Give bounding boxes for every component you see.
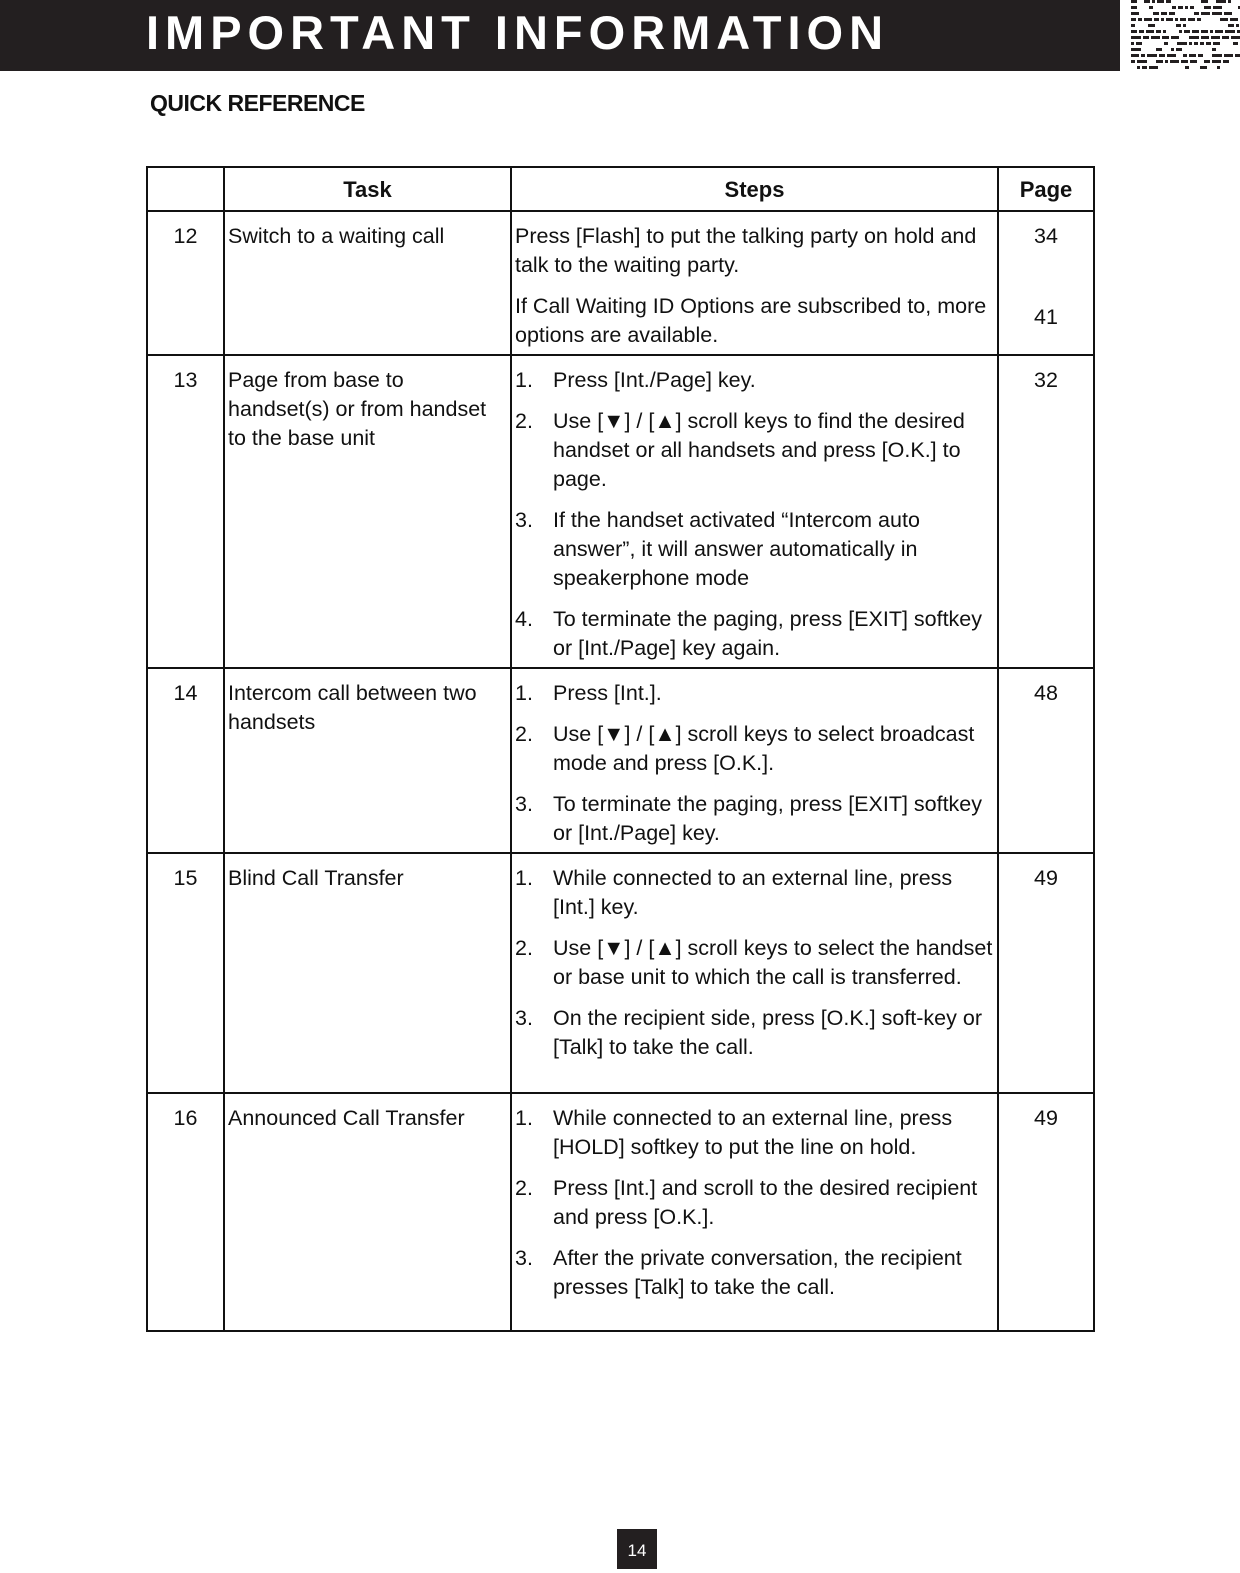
step-item: 1. While connected to an external line, press [HOLD] softkey to put the line on hold. [515, 1106, 953, 1159]
row-page: 48 [998, 668, 1094, 853]
table-row [147, 853, 1094, 1093]
header-task: Task [224, 167, 511, 211]
header-page: Page [998, 167, 1094, 211]
table-row [147, 1093, 1094, 1331]
step-paragraph: Press [Flash] to put the talking party on hold and talk to the waiting party. [515, 224, 977, 277]
decorative-pattern [1131, 0, 1240, 71]
row-task: Announced Call Transfer [224, 1093, 511, 1331]
table-row [147, 668, 1094, 853]
step-item: 1. While connected to an external line, press [Int.] key. [515, 866, 953, 919]
header-banner [0, 0, 1120, 71]
row-number: 14 [147, 668, 224, 853]
header-num [147, 167, 224, 211]
step-item: 2. Use [▼] / [▲] scroll keys to find the desired handset or all handsets and press [O.K.] to page. [515, 409, 965, 491]
row-steps [511, 211, 998, 355]
quick-reference-table [146, 166, 1095, 1332]
row-steps [511, 355, 998, 668]
row-page [998, 211, 1094, 355]
header-steps: Steps [511, 167, 998, 211]
section-heading: QUICK REFERENCE [150, 90, 365, 116]
row-number: 13 [147, 355, 224, 668]
row-task: Blind Call Transfer [224, 853, 511, 1093]
table-header-row [147, 167, 1094, 211]
row-number: 15 [147, 853, 224, 1093]
row-steps [511, 1093, 998, 1331]
step-item: 3. On the recipient side, press [O.K.] soft-key or [Talk] to take the call. [515, 1006, 982, 1059]
row-number: 16 [147, 1093, 224, 1331]
row-page: 32 [998, 355, 1094, 668]
banner-title: IMPORTANT INFORMATION [146, 6, 890, 59]
row-page: 49 [998, 1093, 1094, 1331]
page-number: 14 [617, 1529, 657, 1569]
step-item: 3. If the handset activated “Intercom auto answer”, it will answer automatically in speakerphone mode [515, 508, 920, 590]
row-steps [511, 668, 998, 853]
table-row [147, 355, 1094, 668]
step-item: 3. To terminate the paging, press [EXIT] softkey or [Int./Page] key. [515, 792, 983, 845]
table-row [147, 211, 1094, 355]
row-task: Intercom call between two handsets [224, 668, 511, 853]
step-item: 1. Press [Int./Page] key. [515, 368, 756, 392]
step-item: 1. Press [Int.]. [515, 681, 662, 705]
step-paragraph: If Call Waiting ID Options are subscribed to, more options are available. [515, 294, 987, 347]
step-item: 3. After the private conversation, the recipient presses [Talk] to take the call. [515, 1246, 962, 1299]
row-task: Page from base to handset(s) or from handset to the base unit [224, 355, 511, 668]
row-steps [511, 853, 998, 1093]
step-item: 2. Use [▼] / [▲] scroll keys to select broadcast mode and press [O.K.]. [515, 722, 975, 775]
step-item: 2. Use [▼] / [▲] scroll keys to select the handset or base unit to which the call is transferred. [515, 936, 993, 989]
page-ref: 34 [1034, 224, 1058, 248]
row-number: 12 [147, 211, 224, 355]
step-item: 2. Press [Int.] and scroll to the desired recipient and press [O.K.]. [515, 1176, 978, 1229]
row-task: Switch to a waiting call [224, 211, 511, 355]
step-item: 4. To terminate the paging, press [EXIT] softkey or [Int./Page] key again. [515, 607, 983, 660]
row-page: 49 [998, 853, 1094, 1093]
page-ref: 41 [1034, 305, 1058, 329]
